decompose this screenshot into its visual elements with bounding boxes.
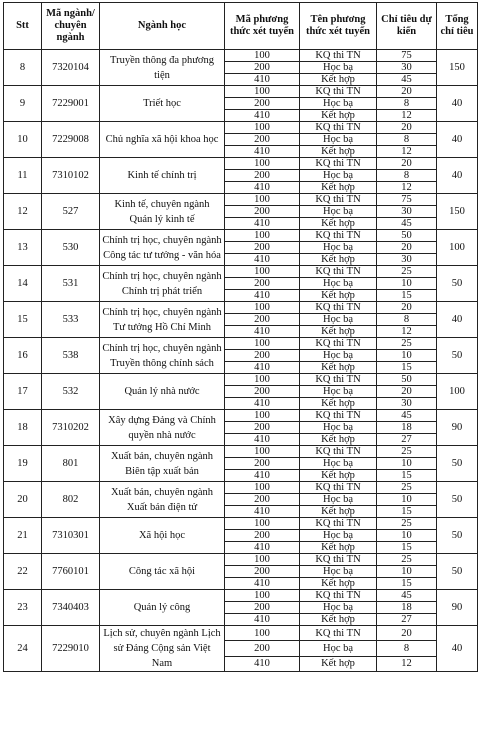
row-major-name: Kinh tế chính trị — [100, 158, 225, 194]
row-method-name: Học bạ — [300, 566, 377, 578]
row-method-code: 100 — [225, 590, 300, 602]
row-method-code: 100 — [225, 446, 300, 458]
row-stt: 10 — [4, 122, 42, 158]
row-method-name: Kết hợp — [300, 578, 377, 590]
row-method-name: KQ thi TN — [300, 446, 377, 458]
row-method-code: 200 — [225, 566, 300, 578]
row-planned-quota: 10 — [377, 278, 437, 290]
header-planned-quota: Chỉ tiêu dự kiến — [377, 3, 437, 50]
row-major-name: Chủ nghĩa xã hội khoa học — [100, 122, 225, 158]
table-row — [4, 338, 478, 350]
row-major-name: Xuất bản, chuyên ngành Biên tập xuất bản — [100, 446, 225, 482]
row-method-name: Học bạ — [300, 422, 377, 434]
row-planned-quota: 12 — [377, 182, 437, 194]
table-body — [4, 50, 478, 672]
row-planned-quota: 8 — [377, 314, 437, 326]
header-major-name: Ngành học — [100, 3, 225, 50]
row-method-code: 410 — [225, 362, 300, 374]
row-method-name: Học bạ — [300, 386, 377, 398]
row-planned-quota: 8 — [377, 98, 437, 110]
row-planned-quota: 45 — [377, 74, 437, 86]
row-planned-quota: 15 — [377, 362, 437, 374]
row-planned-quota: 45 — [377, 590, 437, 602]
row-method-name: Học bạ — [300, 314, 377, 326]
row-major-code: 7310301 — [42, 518, 100, 554]
row-method-code: 200 — [225, 206, 300, 218]
row-method-code: 200 — [225, 170, 300, 182]
row-total-quota: 50 — [437, 518, 478, 554]
row-planned-quota: 8 — [377, 641, 437, 656]
row-method-code: 100 — [225, 482, 300, 494]
row-total-quota: 50 — [437, 446, 478, 482]
row-major-code: 7229010 — [42, 626, 100, 672]
row-planned-quota: 45 — [377, 218, 437, 230]
row-method-code: 200 — [225, 242, 300, 254]
row-planned-quota: 30 — [377, 206, 437, 218]
row-method-code: 100 — [225, 86, 300, 98]
row-method-name: Học bạ — [300, 242, 377, 254]
row-method-name: Kết hợp — [300, 254, 377, 266]
row-method-name: Học bạ — [300, 62, 377, 74]
row-major-name: Chính trị học, chuyên ngành Công tác tư tưởng - văn hóa — [100, 230, 225, 266]
row-major-code: 802 — [42, 482, 100, 518]
row-method-name: Kết hợp — [300, 362, 377, 374]
row-method-code: 200 — [225, 458, 300, 470]
table-row — [4, 482, 478, 494]
row-major-name: Chính trị học, chuyên ngành Chính trị phát triển — [100, 266, 225, 302]
row-total-quota: 90 — [437, 410, 478, 446]
row-stt: 21 — [4, 518, 42, 554]
row-method-code: 100 — [225, 230, 300, 242]
row-planned-quota: 12 — [377, 326, 437, 338]
table-row — [4, 158, 478, 170]
row-method-name: KQ thi TN — [300, 338, 377, 350]
row-planned-quota: 27 — [377, 434, 437, 446]
row-planned-quota: 27 — [377, 614, 437, 626]
row-total-quota: 40 — [437, 158, 478, 194]
row-planned-quota: 15 — [377, 470, 437, 482]
row-total-quota: 40 — [437, 86, 478, 122]
row-total-quota: 40 — [437, 302, 478, 338]
row-method-name: Học bạ — [300, 494, 377, 506]
row-major-code: 7229008 — [42, 122, 100, 158]
row-method-name: Kết hợp — [300, 506, 377, 518]
row-method-code: 100 — [225, 122, 300, 134]
row-stt: 16 — [4, 338, 42, 374]
row-planned-quota: 18 — [377, 602, 437, 614]
row-method-name: KQ thi TN — [300, 194, 377, 206]
row-method-name: Kết hợp — [300, 614, 377, 626]
row-stt: 9 — [4, 86, 42, 122]
row-method-code: 100 — [225, 374, 300, 386]
row-total-quota: 50 — [437, 338, 478, 374]
row-method-name: Học bạ — [300, 278, 377, 290]
row-method-name: Kết hợp — [300, 218, 377, 230]
row-planned-quota: 50 — [377, 230, 437, 242]
row-planned-quota: 30 — [377, 62, 437, 74]
row-major-code: 7320104 — [42, 50, 100, 86]
row-stt: 18 — [4, 410, 42, 446]
row-stt: 12 — [4, 194, 42, 230]
row-method-code: 410 — [225, 506, 300, 518]
row-planned-quota: 20 — [377, 386, 437, 398]
row-method-code: 200 — [225, 602, 300, 614]
row-major-code: 7340403 — [42, 590, 100, 626]
table-row — [4, 554, 478, 566]
row-method-name: Kết hợp — [300, 542, 377, 554]
row-method-code: 200 — [225, 494, 300, 506]
row-method-code: 200 — [225, 350, 300, 362]
row-planned-quota: 15 — [377, 578, 437, 590]
row-planned-quota: 20 — [377, 302, 437, 314]
row-method-name: Kết hợp — [300, 326, 377, 338]
row-planned-quota: 8 — [377, 134, 437, 146]
header-method-name: Tên phương thức xét tuyển — [300, 3, 377, 50]
row-method-code: 410 — [225, 434, 300, 446]
row-method-code: 200 — [225, 134, 300, 146]
header-stt: Stt — [4, 3, 42, 50]
row-planned-quota: 25 — [377, 482, 437, 494]
row-total-quota: 50 — [437, 482, 478, 518]
row-method-name: Học bạ — [300, 350, 377, 362]
table-row — [4, 590, 478, 602]
table-row — [4, 374, 478, 386]
row-major-code: 531 — [42, 266, 100, 302]
row-method-name: Học bạ — [300, 458, 377, 470]
row-planned-quota: 12 — [377, 656, 437, 671]
row-total-quota: 50 — [437, 266, 478, 302]
row-method-code: 410 — [225, 290, 300, 302]
row-planned-quota: 8 — [377, 170, 437, 182]
row-major-code: 7229001 — [42, 86, 100, 122]
row-method-code: 100 — [225, 626, 300, 641]
row-planned-quota: 25 — [377, 446, 437, 458]
row-method-name: Học bạ — [300, 602, 377, 614]
row-planned-quota: 15 — [377, 290, 437, 302]
row-method-code: 100 — [225, 410, 300, 422]
row-method-code: 410 — [225, 254, 300, 266]
table-row — [4, 410, 478, 422]
row-major-name: Xây dựng Đảng và Chính quyền nhà nước — [100, 410, 225, 446]
row-total-quota: 50 — [437, 554, 478, 590]
row-method-name: KQ thi TN — [300, 410, 377, 422]
row-method-code: 100 — [225, 194, 300, 206]
row-major-name: Kinh tế, chuyên ngành Quản lý kinh tế — [100, 194, 225, 230]
row-method-code: 410 — [225, 614, 300, 626]
table-row — [4, 518, 478, 530]
row-method-name: Kết hợp — [300, 656, 377, 671]
row-method-code: 100 — [225, 302, 300, 314]
row-planned-quota: 10 — [377, 530, 437, 542]
row-method-code: 410 — [225, 182, 300, 194]
row-major-name: Lịch sử, chuyên ngành Lịch sử Đảng Cộng sản Việt Nam — [100, 626, 225, 672]
row-total-quota: 150 — [437, 194, 478, 230]
row-planned-quota: 30 — [377, 398, 437, 410]
row-method-name: Kết hợp — [300, 146, 377, 158]
row-stt: 24 — [4, 626, 42, 672]
row-planned-quota: 25 — [377, 554, 437, 566]
row-major-code: 538 — [42, 338, 100, 374]
row-planned-quota: 25 — [377, 338, 437, 350]
table-row — [4, 86, 478, 98]
row-major-code: 7310202 — [42, 410, 100, 446]
row-method-name: Kết hợp — [300, 182, 377, 194]
row-method-name: KQ thi TN — [300, 50, 377, 62]
row-planned-quota: 50 — [377, 374, 437, 386]
row-major-name: Xuất bản, chuyên ngành Xuất bản điện tử — [100, 482, 225, 518]
row-major-code: 7310102 — [42, 158, 100, 194]
row-stt: 14 — [4, 266, 42, 302]
row-planned-quota: 20 — [377, 122, 437, 134]
row-major-name: Chính trị học, chuyên ngành Tư tưởng Hồ Chí Minh — [100, 302, 225, 338]
row-planned-quota: 10 — [377, 350, 437, 362]
table-row — [4, 194, 478, 206]
row-method-name: KQ thi TN — [300, 554, 377, 566]
row-method-code: 100 — [225, 50, 300, 62]
table-row — [4, 266, 478, 278]
row-method-code: 410 — [225, 542, 300, 554]
row-method-code: 100 — [225, 266, 300, 278]
row-planned-quota: 12 — [377, 146, 437, 158]
row-major-name: Truyền thông đa phương tiện — [100, 50, 225, 86]
row-method-code: 200 — [225, 530, 300, 542]
row-major-code: 527 — [42, 194, 100, 230]
row-stt: 17 — [4, 374, 42, 410]
row-method-name: Kết hợp — [300, 398, 377, 410]
row-method-name: Học bạ — [300, 98, 377, 110]
row-method-name: KQ thi TN — [300, 626, 377, 641]
table-header-row — [4, 3, 478, 50]
table-row — [4, 230, 478, 242]
row-method-code: 410 — [225, 398, 300, 410]
row-planned-quota: 10 — [377, 494, 437, 506]
row-planned-quota: 15 — [377, 542, 437, 554]
row-method-code: 410 — [225, 656, 300, 671]
row-planned-quota: 12 — [377, 110, 437, 122]
row-major-name: Quản lý nhà nước — [100, 374, 225, 410]
row-method-name: Kết hợp — [300, 290, 377, 302]
row-method-code: 100 — [225, 518, 300, 530]
table-row — [4, 50, 478, 62]
row-major-name: Công tác xã hội — [100, 554, 225, 590]
row-major-name: Quản lý công — [100, 590, 225, 626]
row-planned-quota: 20 — [377, 242, 437, 254]
row-stt: 22 — [4, 554, 42, 590]
row-total-quota: 40 — [437, 626, 478, 672]
row-method-code: 410 — [225, 218, 300, 230]
table-row — [4, 626, 478, 641]
row-method-name: KQ thi TN — [300, 374, 377, 386]
row-method-code: 410 — [225, 470, 300, 482]
row-method-name: KQ thi TN — [300, 518, 377, 530]
row-planned-quota: 18 — [377, 422, 437, 434]
row-planned-quota: 25 — [377, 518, 437, 530]
row-total-quota: 40 — [437, 122, 478, 158]
row-method-code: 410 — [225, 146, 300, 158]
row-stt: 8 — [4, 50, 42, 86]
header-major-code: Mã ngành/ chuyên ngành — [42, 3, 100, 50]
row-method-code: 410 — [225, 110, 300, 122]
row-planned-quota: 10 — [377, 458, 437, 470]
header-total-quota: Tổng chỉ tiêu — [437, 3, 478, 50]
row-method-code: 100 — [225, 158, 300, 170]
row-major-name: Triết học — [100, 86, 225, 122]
row-method-code: 200 — [225, 641, 300, 656]
row-method-name: Học bạ — [300, 530, 377, 542]
row-planned-quota: 25 — [377, 266, 437, 278]
row-stt: 11 — [4, 158, 42, 194]
row-planned-quota: 15 — [377, 506, 437, 518]
row-stt: 20 — [4, 482, 42, 518]
row-major-name: Chính trị học, chuyên ngành Truyền thông chính sách — [100, 338, 225, 374]
table-row — [4, 302, 478, 314]
row-method-code: 200 — [225, 98, 300, 110]
row-major-code: 532 — [42, 374, 100, 410]
row-method-code: 200 — [225, 314, 300, 326]
header-method-code: Mã phương thức xét tuyển — [225, 3, 300, 50]
row-method-name: KQ thi TN — [300, 302, 377, 314]
row-total-quota: 90 — [437, 590, 478, 626]
row-method-name: Học bạ — [300, 134, 377, 146]
row-method-name: Học bạ — [300, 641, 377, 656]
row-planned-quota: 75 — [377, 50, 437, 62]
row-method-code: 200 — [225, 386, 300, 398]
row-method-name: Học bạ — [300, 170, 377, 182]
row-method-name: KQ thi TN — [300, 590, 377, 602]
row-method-name: Kết hợp — [300, 110, 377, 122]
row-total-quota: 150 — [437, 50, 478, 86]
row-method-code: 410 — [225, 74, 300, 86]
row-major-name: Xã hội học — [100, 518, 225, 554]
row-planned-quota: 20 — [377, 158, 437, 170]
row-method-name: KQ thi TN — [300, 86, 377, 98]
row-total-quota: 100 — [437, 374, 478, 410]
row-method-name: Kết hợp — [300, 74, 377, 86]
row-method-code: 200 — [225, 62, 300, 74]
row-method-name: Kết hợp — [300, 470, 377, 482]
row-method-name: KQ thi TN — [300, 266, 377, 278]
row-major-code: 7760101 — [42, 554, 100, 590]
row-major-code: 801 — [42, 446, 100, 482]
row-stt: 15 — [4, 302, 42, 338]
row-planned-quota: 10 — [377, 566, 437, 578]
table-row — [4, 122, 478, 134]
row-method-name: Học bạ — [300, 206, 377, 218]
row-method-name: Kết hợp — [300, 434, 377, 446]
row-stt: 19 — [4, 446, 42, 482]
row-method-code: 200 — [225, 422, 300, 434]
admission-quota-table — [3, 2, 478, 672]
row-planned-quota: 30 — [377, 254, 437, 266]
row-method-code: 200 — [225, 278, 300, 290]
row-method-code: 410 — [225, 578, 300, 590]
row-major-code: 533 — [42, 302, 100, 338]
row-major-code: 530 — [42, 230, 100, 266]
row-method-name: KQ thi TN — [300, 482, 377, 494]
row-planned-quota: 20 — [377, 86, 437, 98]
row-method-name: KQ thi TN — [300, 230, 377, 242]
row-method-name: KQ thi TN — [300, 122, 377, 134]
row-method-code: 410 — [225, 326, 300, 338]
row-method-name: KQ thi TN — [300, 158, 377, 170]
row-stt: 23 — [4, 590, 42, 626]
table-row — [4, 446, 478, 458]
row-total-quota: 100 — [437, 230, 478, 266]
row-stt: 13 — [4, 230, 42, 266]
row-planned-quota: 75 — [377, 194, 437, 206]
row-method-code: 100 — [225, 554, 300, 566]
admission-quota-document — [3, 2, 477, 672]
row-method-code: 100 — [225, 338, 300, 350]
row-planned-quota: 20 — [377, 626, 437, 641]
row-planned-quota: 45 — [377, 410, 437, 422]
